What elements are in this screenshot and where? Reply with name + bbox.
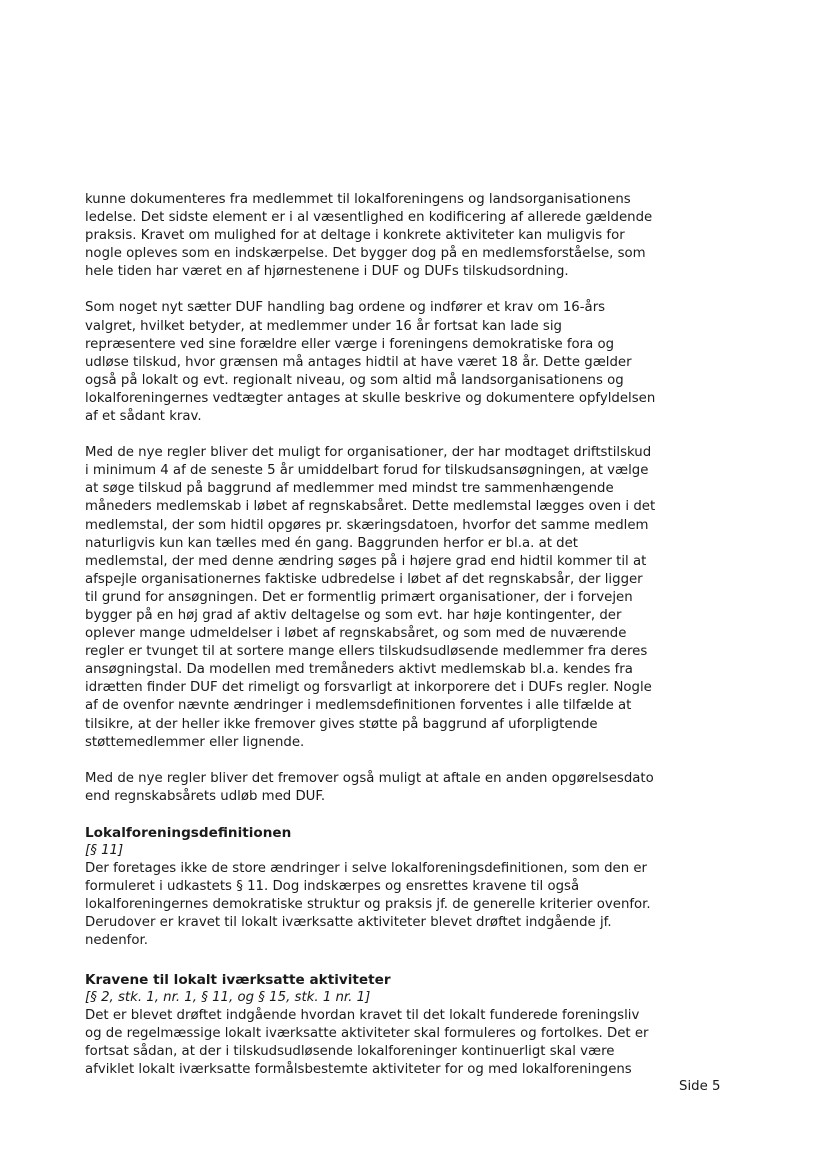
text-line: lokalforeningernes vedtægter antages at skulle beskrive og dokumentere opfyldelsen [85, 390, 656, 406]
text-line: støttemedlemmer eller lignende. [85, 734, 305, 750]
text-line: fortsat sådan, at der i tilskudsudløsende lokalforeninger kontinuerligt skal være [85, 1043, 615, 1059]
section-local-activity-requirements [85, 971, 685, 1080]
text-line: medlemstal, der som hidtil opgøres pr. skæringsdatoen, hvorfor det samme medlem [85, 517, 649, 533]
text-line: afspejle organisationernes faktiske udbredelse i løbet af det regnskabsår, der ligger [85, 571, 643, 587]
section-paragraph [85, 860, 685, 950]
text-line: afviklet lokalt iværksatte formålsbestemte aktiviteter for og med lokalforeningens [85, 1062, 632, 1078]
document-body [85, 191, 685, 1099]
text-line: lokalforeningernes demokratiske struktur og praksis jf. de generelle kriterier ovenfor. [85, 897, 651, 913]
section-local-association-definition [85, 824, 685, 951]
text-line: kunne dokumenteres fra medlemmet til lokalforeningens og landsorganisationens [85, 192, 631, 207]
text-line: til grund for ansøgningen. Det er formentlig primært organisationer, der i forvejen [85, 589, 633, 605]
text-line: tilsikre, at der heller ikke fremover gives støtte på baggrund af uforpligtende [85, 716, 598, 732]
paragraph-voting-age [85, 299, 685, 426]
section-reference: [§ 11] [85, 843, 124, 858]
text-line: af de ovenfor nævnte ændringer i medlemsdefinitionen forventes i alle tilfælde at [85, 698, 632, 714]
text-line: nedenfor. [85, 933, 148, 949]
text-line: valgret, hvilket betyder, at medlemmer under 16 år fortsat kan lade sig [85, 318, 562, 334]
section-paragraph [85, 1007, 685, 1079]
text-line: Som noget nyt sætter DUF handling bag ordene og indfører et krav om 16-års [85, 300, 606, 316]
section-heading: Lokalforeningsdefinitionen [85, 824, 292, 841]
text-line: Der foretages ikke de store ændringer i selve lokalforeningsdefinitionen, som den er [85, 861, 648, 877]
text-line: formuleret i udkastets § 11. Dog indskærpes og ensrettes kravene til også [85, 879, 580, 895]
text-line: oplever mange udmeldelser i løbet af regnskabsåret, og som med de nuværende [85, 626, 627, 642]
text-line: hele tiden har været en af hjørnestenene i DUF og DUFs tilskudsordning. [85, 264, 569, 280]
text-line: af et sådant krav. [85, 409, 202, 425]
text-line: praksis. Kravet om mulighed for at deltage i konkrete aktiviteter kan muligvis for [85, 228, 625, 244]
text-line: idrætten finder DUF det rimeligt og forsvarligt at inkorporere det i DUFs regler. Nogle [85, 680, 652, 696]
text-line: medlemstal, der med denne ændring søges på i højere grad end hidtil kommer til at [85, 553, 647, 569]
text-line: ledelse. Det sidste element er i al væsentlighed en kodificering af allerede gældende [85, 210, 653, 226]
text-line: Med de nye regler bliver det fremover også muligt at aftale en anden opgørelsesdato [85, 770, 654, 786]
text-line: naturligvis kun kan tælles med én gang. Baggrunden herfor er bl.a. at det [85, 535, 579, 551]
text-line: og de regelmæssige lokalt iværksatte aktiviteter skal formuleres og fortolkes. Det er [85, 1025, 649, 1041]
text-line: end regnskabsårets udløb med DUF. [85, 788, 326, 804]
text-line: repræsentere ved sine forældre eller værge i foreningens demokratiske fora og [85, 336, 615, 352]
paragraph-reporting-date [85, 770, 685, 806]
text-line: at søge tilskud på baggrund af medlemmer med mindst tre sammenhængende [85, 481, 614, 497]
paragraph-membership-documentation [85, 191, 685, 281]
text-line: udløse tilskud, hvor grænsen må antages hidtil at have været 18 år. Dette gælder [85, 354, 632, 370]
text-line: Det er blevet drøftet indgående hvordan kravet til det lokalt funderede foreningsliv [85, 1007, 640, 1023]
text-line: Derudover er kravet til lokalt iværksatte aktiviteter blevet drøftet indgående jf. [85, 915, 612, 931]
text-line: måneders medlemskab i løbet af regnskabsåret. Dette medlemstal lægges oven i det [85, 499, 656, 515]
text-line: i minimum 4 af de seneste 5 år umiddelbart forud for tilskudsansøgningen, at vælge [85, 463, 649, 479]
text-line: ansøgningstal. Da modellen med tremåneders aktivt medlemskab bl.a. kendes fra [85, 662, 633, 678]
text-line: regler er tvunget til at sortere mange ellers tilskudsudløsende medlemmer fra deres [85, 644, 648, 660]
text-line: bygger på en høj grad af aktiv deltagelse og som evt. har høje kontingenter, der [85, 607, 622, 623]
section-heading: Kravene til lokalt iværksatte aktiviteter [85, 971, 391, 988]
text-line: også på lokalt og evt. regionalt niveau, og som altid må landsorganisationens og [85, 372, 624, 388]
page-number: Side 5 [679, 1079, 721, 1094]
text-line: nogle opleves som en indskærpelse. Det bygger dog på en medlemsforståelse, som [85, 246, 646, 262]
section-reference: [§ 2, stk. 1, nr. 1, § 11, og § 15, stk. 1 nr. 1] [85, 989, 371, 1005]
text-line: Med de nye regler bliver det muligt for organisationer, der har modtaget driftstilskud [85, 445, 652, 461]
paragraph-three-month-membership [85, 444, 685, 752]
